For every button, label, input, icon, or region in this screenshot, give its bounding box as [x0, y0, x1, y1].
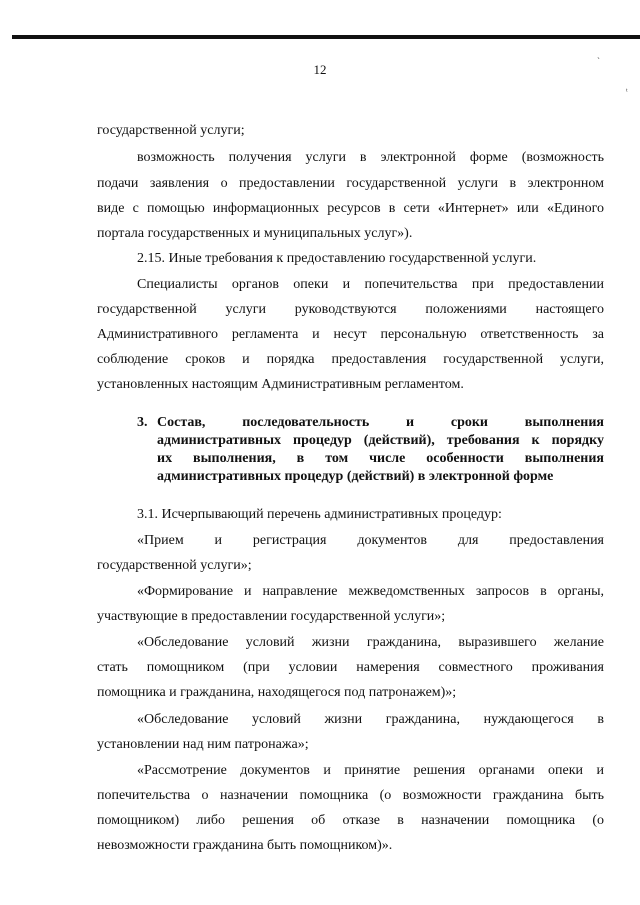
text-line: государственной услуги;	[97, 123, 245, 138]
page-number: 12	[313, 62, 327, 77]
text-line: государственной услуги руководствуются положениями настоящего	[97, 302, 604, 317]
text-line: 2.15. Иные требования к предоставлению государственной услуги.	[137, 251, 537, 266]
text-line: виде с помощью информационных ресурсов в сети «Интернет» или «Единого	[97, 201, 604, 216]
heading-line: административных процедур (действий) в электронной форме	[157, 469, 554, 484]
stray-mark: ᵗ	[626, 86, 628, 96]
text-line: «Формирование и направление межведомственных запросов в органы,	[137, 584, 604, 599]
text-line: невозможности гражданина быть помощником)».	[97, 838, 393, 853]
text-line: возможность получения услуги в электронной форме (возможность	[137, 150, 604, 165]
text-line: помощника и гражданина, находящегося под патронажем)»;	[97, 685, 457, 700]
heading-line: их выполнения, в том числе особенности выполнения	[157, 451, 604, 466]
text-line: участвующие в предоставлении государственной услуги»;	[97, 609, 446, 624]
text-line: попечительства о назначении помощника (о возможности гражданина быть	[97, 788, 604, 803]
heading-line: административных процедур (действий), требования к порядку	[157, 433, 604, 448]
section-number: 3.	[137, 415, 148, 430]
text-line: установленных настоящим Административным регламентом.	[97, 377, 464, 392]
text-line: Специалисты органов опеки и попечительства при предоставлении	[137, 277, 604, 292]
text-line: соблюдение сроков и порядка предоставления государственной услуги,	[97, 352, 604, 367]
text-line: «Рассмотрение документов и принятие решения органами опеки и	[137, 763, 604, 778]
text-line: «Прием и регистрация документов для предоставления	[137, 533, 604, 548]
text-line: 3.1. Исчерпывающий перечень административных процедур:	[137, 507, 502, 522]
text-line: Административного регламента и несут персональную ответственность за	[97, 327, 604, 342]
text-line: помощником) либо решения об отказе в назначении помощника (о	[97, 813, 604, 828]
text-line: портала государственных и муниципальных услуг»).	[97, 226, 413, 241]
top-rule	[12, 35, 640, 39]
text-line: государственной услуги»;	[97, 558, 252, 573]
text-line: подачи заявления о предоставлении государственной услуги в электронном	[97, 176, 604, 191]
text-line: установлении над ним патронажа»;	[97, 737, 309, 752]
stray-mark: `	[597, 56, 600, 66]
text-line: стать помощником (при условии намерения совместного проживания	[97, 660, 604, 675]
heading-line: Состав, последовательность и сроки выполнения	[157, 415, 604, 430]
text-line: «Обследование условий жизни гражданина, выразившего желание	[137, 635, 604, 650]
text-line: «Обследование условий жизни гражданина, нуждающегося в	[137, 712, 604, 727]
